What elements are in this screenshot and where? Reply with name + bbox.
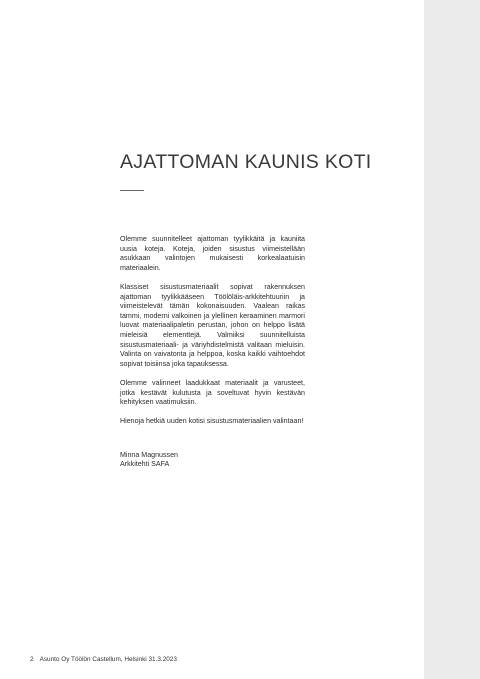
signature-role: Arkkitehti SAFA (120, 460, 170, 469)
page-number: 2 (30, 656, 34, 663)
paragraph-closing: Hienoja hetkiä uuden kotisi sisustusmateriaalien valintaan! (120, 417, 304, 426)
paragraph-intro: Olemme suunnitelleet ajattoman tyylikkäitä ja kauniita uusia koteja. Koteja, joiden sisustus viimeistellään asukkaan valintojen mukaisesti korkealaatuisin materiaalein. (120, 235, 305, 272)
paragraph-materials: Klassiset sisustusmateriaalit sopivat rakennuksen ajattoman tyylikkääseen Töölöläis-arkkitehtuuriin ja viimeistelevät tämän kokonaisuuden. Vaalean raikas tammi, moderni valkoinen ja ylellinen keraaminen marmori luovat materiaalipaletin perustan, johon on helppo lisätä mieleisiä elementtejä. Valmiiksi suunnitelluista sisustusmateriaali- ja väriyhdistelmistä valitaan mieluisin. Valinta on vaivatonta ja helppoa, koska kaikki vaihtoehdot sopivat toisiinsa joka tapauksessa. (120, 282, 305, 368)
title-divider (120, 190, 144, 191)
main-content (120, 150, 372, 470)
side-panel (424, 0, 480, 679)
page-title: AJATTOMAN KAUNIS KOTI (120, 151, 372, 173)
footer-text: Asunto Oy Töölön Castellum, Helsinki 31.3.2023 (39, 656, 177, 663)
paragraph-quality: Olemme valinneet laadukkaat materiaalit ja varusteet, jotka kestävät kulutusta ja soveltuvat hyvin kestävän kehityksen vaatimuksiin. (120, 378, 305, 407)
signature-name: Minna Magnussen (120, 450, 178, 459)
page-footer (30, 656, 177, 663)
signature (120, 451, 305, 470)
